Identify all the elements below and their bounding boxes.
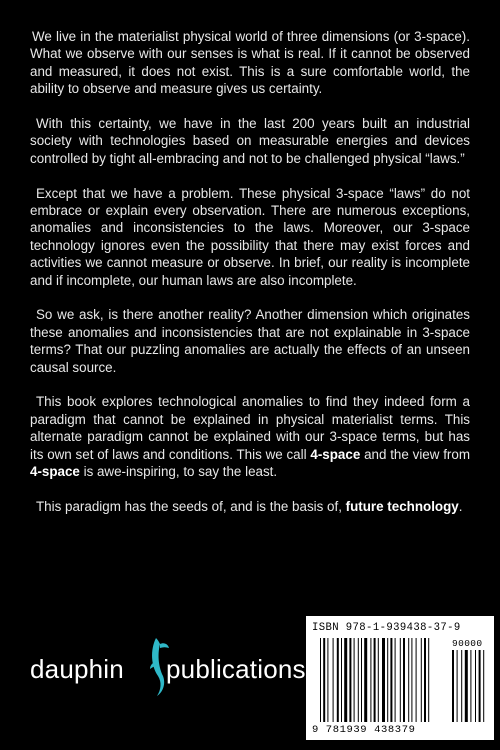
barcode-bar (390, 638, 392, 722)
addon-bar (483, 650, 484, 722)
addon-bar (475, 650, 476, 722)
barcode-bar (395, 638, 396, 722)
paragraph-1: We live in the materialist physical world of three dimensions (or 3-space). What we observe with our senses is what is real. If it cannot be observed and measured, it does not exist. This is a sure comfortable world, the ability to observe and measure gives us certainty. (30, 29, 470, 97)
barcode-bar (349, 638, 351, 722)
paragraph-5-text-a: This book explores technological anomalies to find they indeed form a paradigm that cannot be explained in physical materialist terms. This alternate paradigm cannot be explained with our 3-space terms, but has its own set of laws and conditions. This we call (30, 394, 470, 462)
barcode-bar (370, 638, 371, 722)
barcode-bar (344, 638, 347, 722)
paragraph-6 (30, 498, 470, 515)
barcode-bar (403, 638, 405, 722)
barcode-bar (341, 638, 342, 722)
ean-digits: 9 781939 438379 (312, 724, 416, 736)
publisher-name-left: dauphin (30, 654, 124, 684)
addon-bar (461, 650, 462, 722)
paragraph-6-text-c: . (458, 498, 463, 514)
paragraph-6-text-a: This paradigm has the seeds of, and is the basis of, (36, 498, 346, 514)
paragraph-2: With this certainty, we have in the last 200 years built an industrial society with technologies based on measurable energies and devices controlled by tight all-embracing and not to be challenged physical “laws.” (30, 116, 470, 166)
addon-bar (465, 650, 468, 722)
publisher-name-right: publications (166, 654, 306, 684)
barcode-bars (306, 616, 494, 740)
emphasis-4-space-2: 4-space (30, 464, 80, 480)
barcode-bar (354, 638, 355, 722)
isbn-label: ISBN 978-1-939438-37-9 (312, 622, 461, 634)
barcode-bar (337, 638, 339, 722)
emphasis-4-space: 4-space (310, 446, 361, 462)
barcode-bar (428, 638, 429, 722)
barcode-bar (387, 638, 388, 722)
barcode-bar (400, 638, 401, 722)
paragraph-5 (30, 393, 470, 480)
addon-bar (479, 650, 481, 722)
emphasis-future-technology: future technology (345, 498, 459, 514)
addon-bar (457, 650, 458, 722)
back-cover-blurb (30, 28, 470, 533)
addon-bar (452, 650, 454, 722)
barcode-bar (424, 638, 426, 722)
paragraph-5-text-d: is awe-inspiring, to say the least. (79, 464, 278, 480)
paragraph-3: Except that we have a problem. These physical 3-space “laws” do not embrace or explain every observation. There are numerous exceptions, anomalies and inconsistencies to the laws. Moreover, our 3-space technology ignores even the possibility that there may exist forces and activities we cannot measure or observe. In brief, our reality is incomplete and if incomplete, our human laws are also incomplete. (30, 185, 470, 288)
price-addon-digits: 90000 (452, 638, 483, 649)
barcode-bar (421, 638, 422, 722)
paragraph-5-text-c: and the view from (360, 446, 470, 462)
publisher-logo (30, 636, 306, 700)
barcode-bar (378, 638, 379, 722)
barcode-bar (382, 638, 385, 722)
barcode-bar (333, 638, 334, 722)
barcode-bar (411, 638, 412, 722)
barcode-bar (374, 638, 376, 722)
barcode-bar (323, 638, 325, 722)
barcode-bar (408, 638, 409, 722)
barcode-bar (364, 638, 367, 722)
barcode-bar (358, 638, 359, 722)
addon-bar (470, 650, 471, 722)
isbn-barcode (306, 616, 494, 740)
barcode-bar (320, 638, 321, 722)
paragraph-4: So we ask, is there another reality? Another dimension which originates these anomalies and inconsistencies that are not explainable in 3-space terms? That our puzzling anomalies are actually the effects of an unseen causal source. (30, 307, 470, 375)
barcode-bar (327, 638, 328, 722)
barcode-bar (361, 638, 362, 722)
barcode-bar (416, 638, 417, 722)
